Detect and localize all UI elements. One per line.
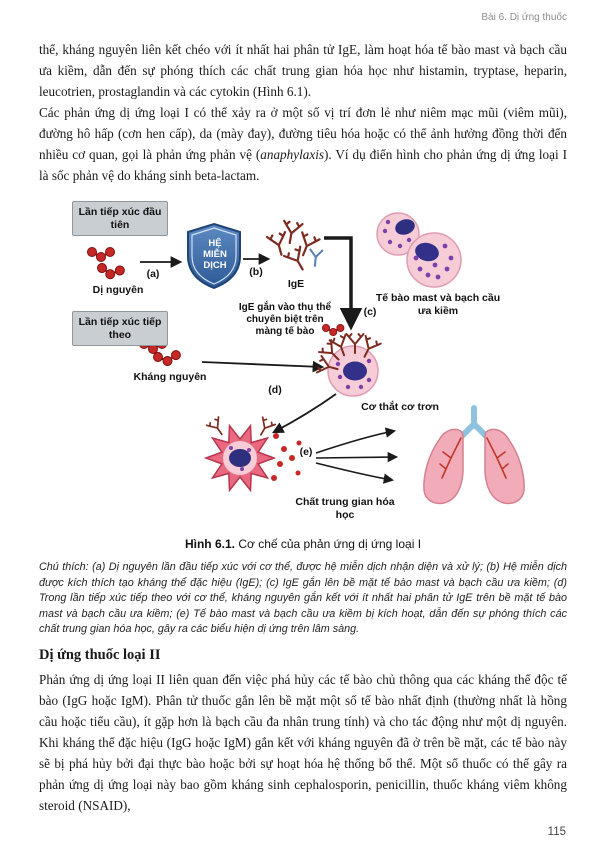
arrow-e-branches-icon (316, 431, 396, 480)
paragraph-2-text: Các phản ứng dị ứng loại I có thể xảy ra ở một số vị trí đơn lẻ như niêm mạc mũi (viêm mũi), đường hô hấp (cơn hen cấp), da (mày đay), đường tiêu hóa hoặc có thể ảnh hưởng đồng thời đến nhiều cơ quan, gọi là phản ứng phản vệ ( (39, 105, 567, 162)
label-allergen: Dị nguyên (92, 284, 144, 296)
arrow-d-icon (274, 394, 336, 432)
label-smooth-muscle: Cơ thắt cơ trơn (361, 401, 439, 413)
label-ige-receptor: IgE gắn vào thụ thể chuyên biệt trên màng tế bào (238, 302, 332, 337)
paragraph-1: thể, kháng nguyên liên kết chéo với ít nhất hai phân tử IgE, làm hoạt hóa tế bào mast và bạch cầu ưa kiềm, dẫn đến sự phóng thích các chất trung gian hóa học như histamin, tryptase, heparin, leucotrien, prostaglandin và các cytokin (Hình 6.1). (39, 42, 567, 99)
lungs-icon (424, 408, 524, 503)
figure-6-1 (68, 196, 538, 531)
label-next-contact: Lần tiếp xúc tiếp theo (72, 311, 168, 346)
page-number: 115 (547, 826, 566, 838)
activated-mast-cell-icon (206, 417, 275, 490)
basophil-cell-icon (407, 233, 461, 287)
paragraph-3: Phản ứng dị ứng loại II liên quan đến việc phá hủy các tế bào chủ thông qua các kháng thể độc tế bào (IgG hoặc IgM). Phân tử thuốc gắn lên bề mặt một số tế bào nhất định (thường nhất là hồng cầu hoặc tiểu cầu), ít gặp hơn là bạch cầu đa nhân trung tính) và cho tác động như một dị nguyên. Khi kháng thể đặc hiệu (IgG hoặc IgM) gắn kết với kháng nguyên đã ở trên bề mặt, các tế bào này sẽ bị phá hủy bởi đại thực bào hoặc bởi sự hoạt hóa hệ thống bổ thể. Một số thuốc có thể gây ra phản ứng dị ứng loại này bao gồm kháng sinh cephalosporin, penicillin, thuốc kháng viêm không steroid (NSAID), (39, 671, 567, 813)
label-step-b: (b) (249, 266, 263, 278)
figure-caption (39, 537, 567, 551)
antigen-binding-arrow-icon (202, 362, 322, 367)
label-step-c: (c) (363, 306, 377, 318)
figure-notes: Chú thích: (a) Dị nguyên lần đầu tiếp xúc với cơ thể, được hệ miễn dịch nhận diện và xử lý; (b) Hệ miễn dịch được kích thích tạo kháng thể đặc hiệu (IgE); (c) IgE gắn lên bề mặt tế bào mast và bạch cầu ưa kiềm; (d) Trong lần tiếp xúc tiếp theo với cơ thể, kháng nguyên gắn kết với ít nhất hai phân tử IgE trên bề mặt tế bào mast và bạch cầu ưa kiềm; (e) Tế bào mast và bạch cầu ưa kiềm bị kích hoạt, dẫn đến sự phóng thích các chất trung gian hóa học, gây ra các biểu hiện dị ứng trên lâm sàng. (39, 561, 567, 635)
label-immune-system: HỆ MIỄN DỊCH (203, 238, 227, 271)
chapter-title: Bài 6. Dị ứng thuốc (481, 12, 567, 23)
label-mast-cells: Tế bào mast và bạch cầu ưa kiềm (375, 292, 501, 317)
paragraph-2-italic-term: anaphylaxis (260, 147, 324, 162)
label-mediators: Chất trung gian hóa học (295, 496, 395, 521)
label-first-contact: Lần tiếp xúc đầu tiên (72, 201, 168, 236)
paragraph-2-text-end: ). Ví dụ điển hình cho phản ứng dị ứng loại I là sốc phản vệ do kháng sinh beta-lactam. (39, 147, 567, 183)
ige-antibody-icons (267, 221, 322, 274)
label-antigen: Kháng nguyên (133, 371, 207, 383)
page-header (39, 12, 567, 23)
figure-caption-text: Cơ chế của phản ứng dị ứng loại I (234, 537, 422, 551)
label-step-a: (a) (146, 268, 160, 280)
label-step-e: (e) (299, 446, 313, 458)
figure-caption-number: Hình 6.1. (184, 537, 235, 551)
allergen-molecules-icon (88, 248, 125, 281)
label-ige: IgE (287, 278, 305, 290)
label-step-d: (d) (268, 384, 282, 396)
paragraph-2 (39, 102, 567, 186)
allergy-mechanism-illustration (68, 196, 538, 531)
section-heading-type2: Dị ứng thuốc loại II (39, 646, 161, 663)
